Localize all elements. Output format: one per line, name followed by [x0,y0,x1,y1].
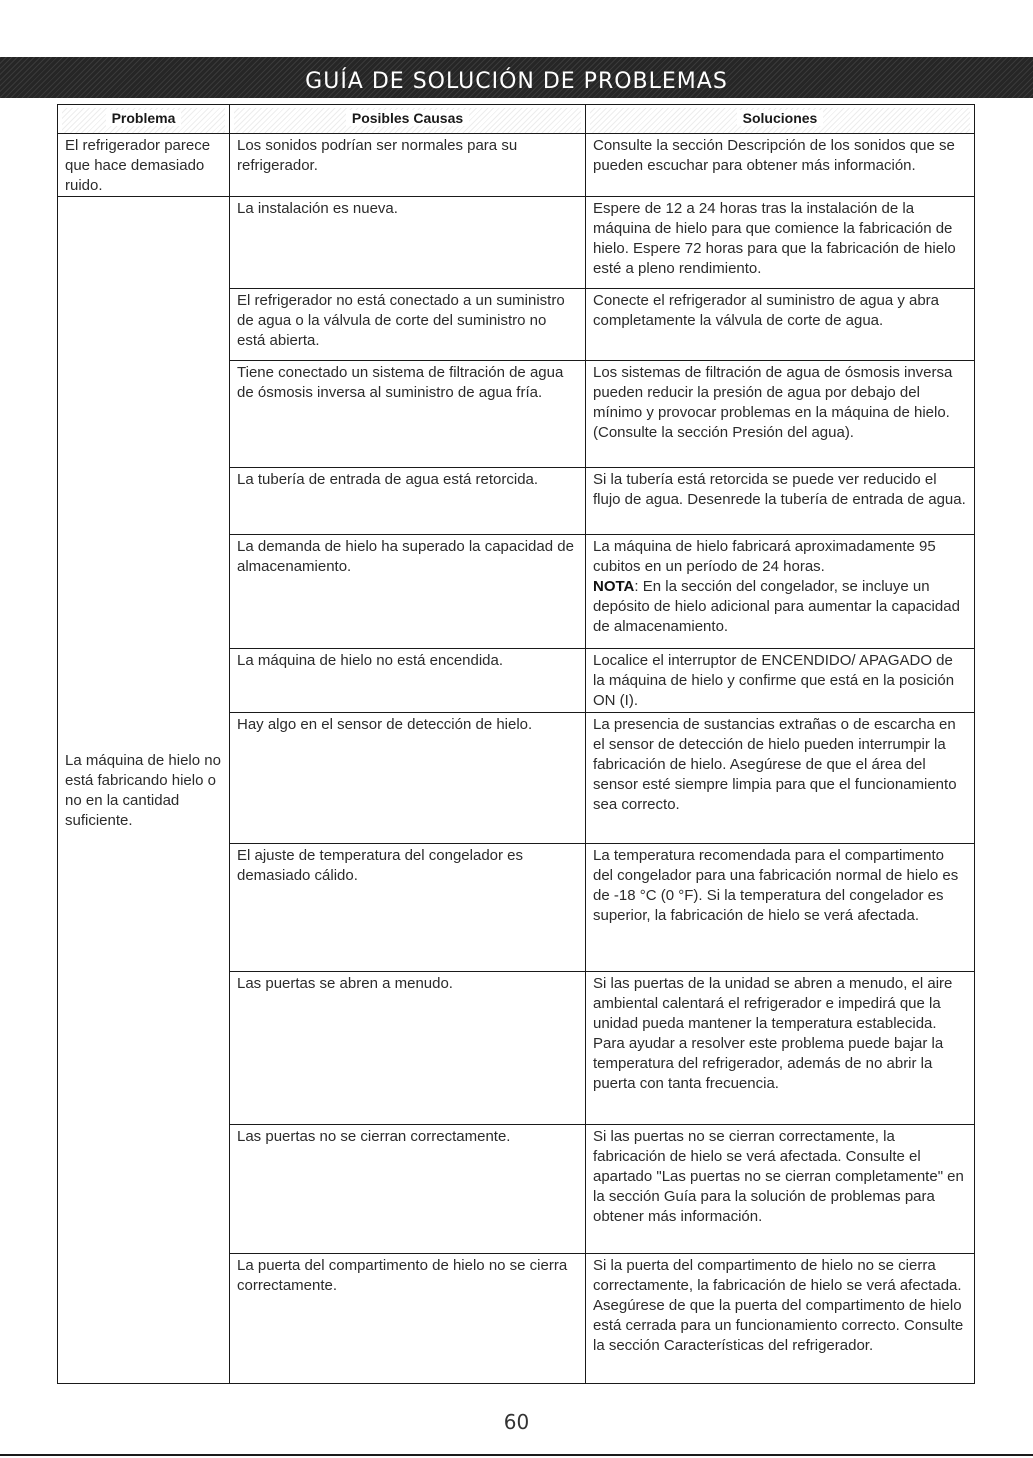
problem-cell-ice-maker: La máquina de hielo no está fabricando hielo o no en la cantidad suficiente. [58,197,230,1384]
note-label: NOTA [593,578,635,595]
column-header-problem [58,105,230,134]
column-header-causes [230,105,586,134]
cause-cell: Tiene conectado un sistema de filtración de agua de ósmosis inversa al suministro de agua fría. [230,361,586,468]
column-header-problem-label: Problema [106,110,182,126]
solution-cell [586,972,975,1125]
column-header-solutions [586,105,975,134]
table-row [58,134,975,197]
column-header-solutions-label: Soluciones [737,110,824,126]
solution-cell: Si las puertas no se cierran correctamente, la fabricación de hielo se verá afectada. Consulte el apartado "Las puertas no se cierran completamente" en la sección Guía para la solución de problemas para obtener más información. [586,1125,975,1254]
cause-cell: La demanda de hielo ha superado la capacidad de almacenamiento. [230,535,586,649]
table-header-row [58,105,975,134]
column-header-causes-label: Posibles Causas [346,110,469,126]
table-row [58,197,975,289]
cause-cell: La tubería de entrada de agua está retorcida. [230,468,586,535]
problem-cell-noise: El refrigerador parece que hace demasiado ruido. [58,134,230,197]
solution-cell: La temperatura recomendada para el compartimento del congelador para una fabricación normal de hielo es de -18 °C (0 °F). Si la temperatura del congelador es superior, la fabricación de hielo se verá afectada. [586,844,975,972]
solution-text: Si las puertas de la unidad se abren a menudo, el aire ambiental calentará el refrigerador e impedirá que la unidad pueda mantener la temperatura establecida. [593,975,953,1032]
solution-cell: Conecte el refrigerador al suministro de agua y abra completamente la válvula de corte de agua. [586,289,975,361]
solution-cell: Si la tubería está retorcida se puede ver reducido el flujo de agua. Desenrede la tubería de entrada de agua. [586,468,975,535]
solution-cell: Si la puerta del compartimento de hielo no se cierra correctamente, la fabricación de hielo se verá afectada. Asegúrese de que la puerta del compartimento de hielo está cerrada para un funcionamiento correcto. Consulte la sección Características del refrigerador. [586,1254,975,1384]
cause-cell: La máquina de hielo no está encendida. [230,649,586,713]
solution-cell: Localice el interruptor de ENCENDIDO/ APAGADO de la máquina de hielo y confirme que está en la posición ON (I). [586,649,975,713]
section-banner [0,57,1033,98]
page-title: GUÍA DE SOLUCIÓN DE PROBLEMAS [305,69,728,94]
solution-extra-text: Para ayudar a resolver este problema puede bajar la temperatura del refrigerador, además de no abrir la puerta con tanta frecuencia. [593,1035,944,1092]
note-text: : En la sección del congelador, se incluye un depósito de hielo adicional para aumentar la capacidad de almacenamiento. [593,578,960,635]
footer-rule [0,1454,1033,1456]
cause-cell: Los sonidos podrían ser normales para su refrigerador. [230,134,586,197]
solution-cell: Los sistemas de filtración de agua de ósmosis inversa pueden reducir la presión de agua por debajo del mínimo y provocar problemas en la máquina de hielo. (Consulte la sección Presión del agua). [586,361,975,468]
cause-cell: El refrigerador no está conectado a un suministro de agua o la válvula de corte del suministro no está abierta. [230,289,586,361]
cause-cell: El ajuste de temperatura del congelador es demasiado cálido. [230,844,586,972]
page-number: 60 [503,1410,530,1434]
cause-cell: Las puertas se abren a menudo. [230,972,586,1125]
solution-cell [586,535,975,649]
solution-cell: La presencia de sustancias extrañas o de escarcha en el sensor de detección de hielo pueden interrumpir la fabricación de hielo. Asegúrese de que el área del sensor esté siempre limpia para que el funcionamiento sea correcto. [586,713,975,844]
cause-cell: Hay algo en el sensor de detección de hielo. [230,713,586,844]
troubleshooting-table [57,104,975,1384]
cause-cell: La puerta del compartimento de hielo no se cierra correctamente. [230,1254,586,1384]
solution-text: La máquina de hielo fabricará aproximadamente 95 cubitos en un período de 24 horas. [593,538,936,575]
solution-cell: Consulte la sección Descripción de los sonidos que se pueden escuchar para obtener más información. [586,134,975,197]
cause-cell: La instalación es nueva. [230,197,586,289]
cause-cell: Las puertas no se cierran correctamente. [230,1125,586,1254]
solution-cell: Espere de 12 a 24 horas tras la instalación de la máquina de hielo para que comience la fabricación de hielo. Espere 72 horas para que la fabricación de hielo esté a pleno rendimiento. [586,197,975,289]
